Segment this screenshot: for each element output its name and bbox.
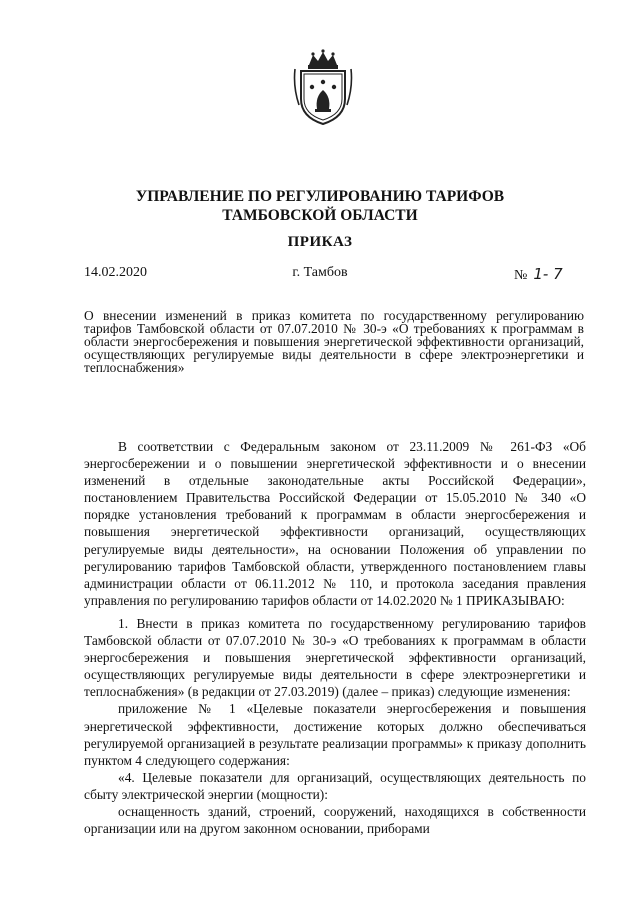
handwritten-number: 1- 7 [533,265,563,283]
paragraph-appendix: приложение № 1 «Целевые показатели энергосбережения и повышения энергетической эффективности, достижение которых должно обеспечиваться регулируемой организацией в результате реализации программы» к приказу дополнить пунктом 4 следующего содержания: [84,701,586,768]
document-body [84,438,586,837]
document-date: 14.02.2020 [84,265,147,280]
agency-name-line1: УПРАВЛЕНИЕ ПО РЕГУЛИРОВАНИЮ ТАРИФОВ [135,188,505,205]
document-city: г. Тамбов [292,265,348,280]
paragraph-item-1: 1. Внести в приказ комитета по государственному регулированию тарифов Тамбовской области от 07.07.2010 № 30-э «О требованиях к программам в области энергосбережения и повышения энергетической эффективности организаций, осуществляющих регулируемые виды деятельности в сфере электроэнергетики и теплоснабжения» (в редакции от 27.03.2019) (далее – приказ) следующие изменения: [84,615,586,700]
number-label: № [514,268,528,283]
document-number [514,265,563,284]
tambov-coat-of-arms-icon [293,47,353,127]
paragraph-equipment: оснащенность зданий, строений, сооружений, находящихся в собственности организации или на другом законном основании, приборами [84,803,586,837]
document-type: ПРИКАЗ [287,234,353,250]
paragraph-preamble: В соответствии с Федеральным законом от 23.11.2009 № 261-ФЗ «Об энергосбережении и о повышении энергетической эффективности и о внесении изменений в отдельные законодательные акты Российской Федерации», постановлением Правительства Российской Федерации от 15.05.2010 № 340 «О порядке установления требований к программам в области энергосбережения и повышения энергетической эффективности организаций, осуществляющих регулируемые виды деятельности», на основании Положения об управлении по регулированию тарифов Тамбовской области, утвержденного постановлением главы администрации области от 06.11.2012 № 110, и протокола заседания правления управления по регулированию тарифов области от 14.02.2020 № 1 ПРИКАЗЫВАЮ: [84,439,586,608]
agency-name-line2: ТАМБОВСКОЙ ОБЛАСТИ [222,207,418,224]
document-subject: О внесении изменений в приказ комитета по государственному регулированию тарифов Тамбовской области от 07.07.2010 № 30-э «О требованиях к программам в области энергосбережения и повышения энергетической эффективности организаций, осуществляющих регулируемые виды деятельности в сфере электроэнергетики и теплоснабжения» [84,308,584,375]
paragraph-point-4: «4. Целевые показатели для организаций, осуществляющих деятельность по сбыту электрической энергии (мощности): [84,769,586,802]
